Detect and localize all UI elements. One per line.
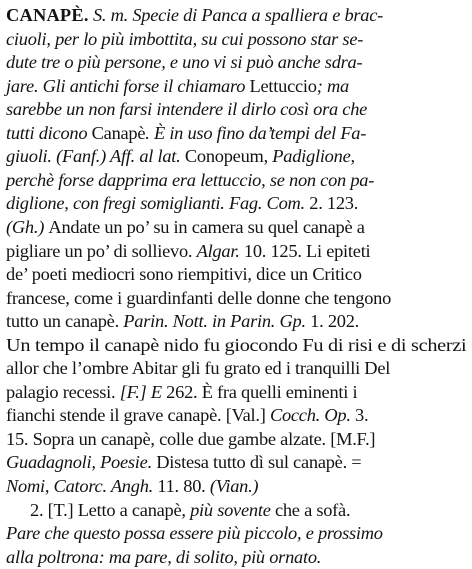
roman-text: tutto un canapè. — [6, 311, 124, 332]
entry-line — [6, 28, 363, 51]
entry-line — [6, 169, 374, 192]
italic-text: più sovente — [190, 499, 275, 520]
entry-line — [6, 428, 375, 451]
roman-text: palagio recessi. — [6, 381, 120, 402]
entry-line — [6, 216, 365, 239]
entry-line — [6, 475, 258, 498]
italic-text: (Vian.) — [209, 476, 259, 496]
entry-line — [6, 546, 321, 569]
entry-line — [6, 75, 349, 98]
roman-text: fianchi stende il grave canapè. [Val.] — [6, 405, 270, 426]
italic-text: alla poltrona: ma pare, di solito, più ornato. — [6, 546, 322, 567]
dictionary-entry — [6, 0, 468, 567]
roman-text: 1. 202. — [310, 311, 359, 332]
italic-text: (Gh.) — [6, 216, 49, 237]
italic-text: diglione, con fregi somiglianti. Fag. Com. — [6, 193, 310, 214]
italic-text: jare. Gli antichi forse il chiamaro — [6, 75, 250, 96]
headword: CANAPÈ. — [6, 5, 89, 25]
italic-text: S. m. — [88, 5, 133, 25]
italic-text: tutti dicono — [6, 122, 92, 143]
italic-text: dute tre o più persone, e uno vi si può anche sdra- — [6, 52, 363, 73]
italic-text: Guadagnoli, Poesie. — [6, 452, 157, 473]
entry-line — [6, 287, 391, 310]
roman-text: 15. Sopra un canapè, colle due gambe alzate. [M.F.] — [6, 428, 376, 449]
italic-text: Padiglione, — [272, 146, 355, 167]
roman-text: 2. 123. — [309, 193, 359, 214]
italic-text: [F.] E — [119, 381, 167, 402]
roman-text: Distesa tutto dì sul canapè. = — [156, 452, 362, 473]
entry-line — [6, 122, 366, 145]
roman-text: de’ poeti mediocri sono riempitivi, dice un Critico — [6, 264, 362, 285]
roman-text: 10. 125. Li epiteti — [243, 240, 371, 261]
italic-text: ; ma — [316, 75, 349, 96]
roman-text: Canapè — [91, 122, 146, 143]
italic-text: ciuoli, per lo più imbottita, su cui possono star se- — [6, 28, 364, 49]
italic-text: sarebbe un non farsi intendere il dirlo così ora che — [6, 99, 368, 120]
entry-line — [30, 499, 350, 522]
entry-line — [6, 381, 357, 404]
italic-text: Cocch. Op. — [269, 405, 356, 426]
roman-text: 2. [T.] Letto a canapè, — [30, 499, 191, 520]
entry-line — [6, 98, 367, 121]
italic-text: Algar. — [196, 240, 244, 261]
italic-text: perchè forse dapprima era lettuccio, se non con pa- — [6, 169, 375, 190]
roman-text: Conopeum, — [184, 146, 273, 167]
entry-line — [6, 404, 368, 427]
roman-text: allor che l’ombre Abitar gli fu grato ed i tranquilli Del — [6, 358, 391, 379]
entry-line — [6, 263, 362, 286]
roman-text: che a sofà. — [274, 499, 351, 520]
entry-line — [6, 192, 358, 215]
italic-text: . È in uso fino da’tempi del Fa- — [145, 122, 367, 143]
italic-text: giuoli. (Fanf.) Aff. al lat. — [6, 146, 185, 167]
entry-line — [6, 451, 361, 474]
roman-text: 3. — [355, 405, 369, 426]
entry-line — [6, 310, 359, 333]
roman-text: Un tempo il canapè nido fu giocondo Fu di risi e di scherzi — [6, 334, 467, 355]
entry-line — [6, 334, 466, 357]
entry-line — [6, 4, 383, 27]
italic-text: Nomi, Catorc. Angh. — [6, 476, 158, 496]
italic-text: Parin. Nott. in Parin. Gp. — [123, 311, 311, 332]
entry-line — [6, 145, 355, 168]
roman-text: pigliare un po’ di sollievo. — [6, 240, 197, 261]
roman-text: Andate un po’ su in camera su quel canapè a — [48, 216, 365, 237]
roman-text: 262. È fra quelli eminenti i — [166, 381, 358, 402]
entry-line — [6, 522, 383, 545]
italic-text: Specie di Panca a spalliera e brac- — [132, 5, 384, 25]
entry-line — [6, 240, 370, 263]
entry-line — [6, 51, 362, 74]
roman-text: 11. 80. — [157, 476, 210, 496]
roman-text: francese, come i guardinfanti delle donne che tengono — [6, 287, 392, 308]
italic-text: Pare che questo possa essere più piccolo, e prossimo — [6, 523, 383, 544]
entry-line — [6, 357, 390, 380]
roman-text: Lettuccio — [249, 75, 317, 96]
